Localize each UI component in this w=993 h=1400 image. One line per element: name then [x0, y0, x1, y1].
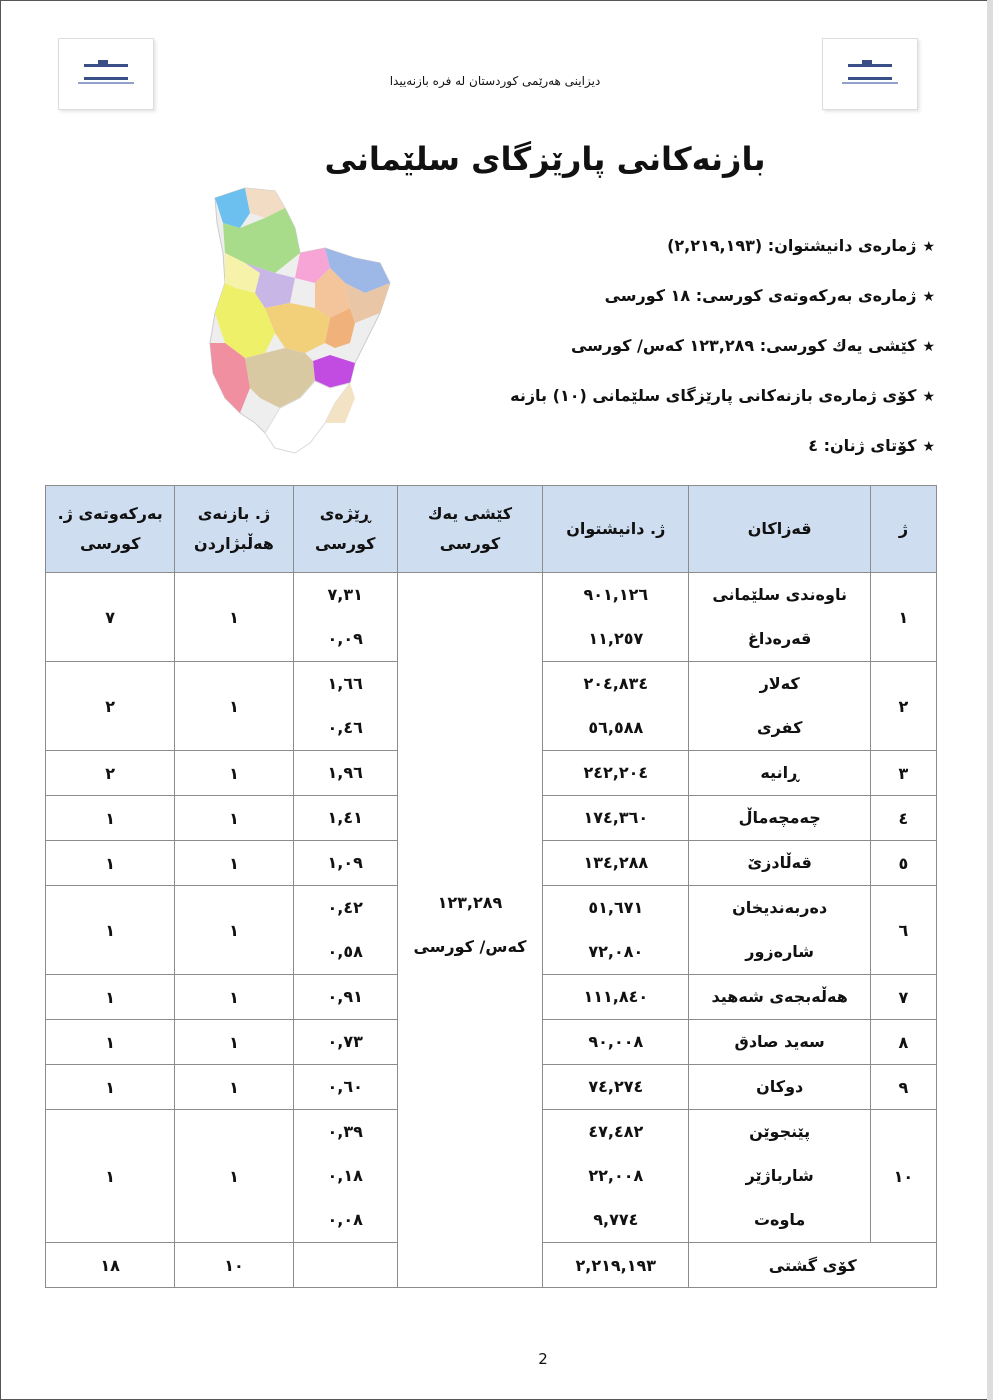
cell-num: ٨: [870, 1020, 936, 1065]
facts-list: [435, 228, 935, 478]
cell-seat-weight: [397, 573, 542, 1288]
district-name: سەید صادق: [734, 1032, 825, 1051]
cell-rate: [293, 1020, 397, 1065]
cell-population: [543, 975, 689, 1020]
district-name: قەڵادزێ: [747, 853, 812, 872]
cell-seats: ١: [46, 1020, 175, 1065]
district-name: قەرەداغ: [747, 629, 812, 648]
cell-district: [689, 662, 870, 751]
cell-seats: ١: [46, 975, 175, 1020]
seat-weight-value: ١٢٣,٢٨٩: [437, 893, 503, 912]
star-icon: ★: [922, 439, 935, 455]
total-label: کۆی گشتی: [689, 1243, 937, 1288]
population-value: ٢٠٤,٨٣٤: [583, 674, 649, 693]
cell-num: ٥: [870, 841, 936, 886]
population-value: ١١,٢٥٧: [588, 629, 644, 648]
cell-district: [689, 796, 870, 841]
cell-rate: [293, 1065, 397, 1110]
cell-constituencies: ١: [175, 975, 293, 1020]
rate-value: ٧,٣١: [327, 585, 363, 604]
fact-seat-weight: ★کێشی یەك کورسی: ١٢٣,٢٨٩ کەس/ کورسی: [570, 336, 935, 355]
cell-rate: [293, 573, 397, 662]
header-text: دیزاینی هەرێمی کوردستان لە فرە بازنەییدا: [389, 74, 601, 88]
cell-rate: [293, 751, 397, 796]
logo-right: [822, 38, 918, 110]
cell-seats: ١: [46, 1065, 175, 1110]
cell-num: ٤: [870, 796, 936, 841]
cell-num: ٢: [870, 662, 936, 751]
cell-num: ٩: [870, 1065, 936, 1110]
total-seats: ١٨: [46, 1243, 175, 1288]
page-edge-strip: [987, 0, 993, 1400]
cell-constituencies: ١: [175, 1110, 293, 1243]
cell-seats: ٢: [46, 751, 175, 796]
cell-seats: ١: [46, 886, 175, 975]
cell-constituencies: ١: [175, 841, 293, 886]
table-row: [46, 573, 937, 662]
constituency-table: [45, 485, 937, 1288]
cell-district: [689, 1065, 870, 1110]
page-title: بازنەکانی پارێزگای سلێمانی: [324, 140, 766, 178]
cell-district: [689, 975, 870, 1020]
cell-seats: ١: [46, 796, 175, 841]
district-name: هەڵەبجەی شەهید: [711, 987, 848, 1006]
district-name: دەربەندیخان: [732, 898, 828, 917]
logo-left: [58, 38, 154, 110]
population-value: ٢٢,٠٠٨: [588, 1166, 644, 1185]
cell-seats: ١: [46, 1110, 175, 1243]
rate-value: ٠,٩١: [327, 987, 363, 1006]
cell-district: [689, 1020, 870, 1065]
star-icon: ★: [922, 289, 935, 305]
cell-constituencies: ١: [175, 662, 293, 751]
cell-num: ١٠: [870, 1110, 936, 1243]
rate-value: ٠,٤٢: [327, 898, 363, 917]
rate-value: ٠,٥٨: [327, 942, 363, 961]
rate-value: ١,٠٩: [327, 853, 363, 872]
rate-value: ٠,٠٩: [327, 629, 363, 648]
cell-num: ٣: [870, 751, 936, 796]
population-value: ٢٤٢,٢٠٤: [583, 763, 649, 782]
fact-seats: ★ژمارەی بەرکەوتەی کورسی: ١٨ کورسی: [604, 286, 935, 305]
total-population: ٢,٢١٩,١٩٣: [543, 1243, 689, 1288]
total-constituencies: ١٠: [175, 1243, 293, 1288]
cell-constituencies: ١: [175, 751, 293, 796]
cell-num: ٦: [870, 886, 936, 975]
population-value: ٧٢,٠٨٠: [588, 942, 644, 961]
cell-population: [543, 662, 689, 751]
fact-population: ★ژمارەی دانیشتوان: (٢,٢١٩,١٩٣): [667, 236, 935, 255]
cell-population: [543, 573, 689, 662]
cell-num: ٧: [870, 975, 936, 1020]
cell-rate: [293, 1110, 397, 1243]
rate-value: ١,٤١: [327, 808, 363, 827]
cell-population: [543, 1065, 689, 1110]
rate-value: ٠,١٨: [327, 1166, 363, 1185]
district-name: دوکان: [756, 1077, 804, 1096]
cell-population: [543, 886, 689, 975]
star-icon: ★: [922, 389, 935, 405]
cell-district: [689, 573, 870, 662]
header-num: ژ: [870, 486, 936, 573]
rate-value: ٠,٤٦: [327, 718, 363, 737]
population-value: ٧٤,٢٧٤: [588, 1077, 644, 1096]
rate-value: ٠,٦٠: [327, 1077, 363, 1096]
cell-seats: ٧: [46, 573, 175, 662]
cell-population: [543, 841, 689, 886]
district-name: شارەزور: [745, 942, 815, 961]
population-value: ٥٦,٥٨٨: [588, 718, 644, 737]
cell-constituencies: ١: [175, 1020, 293, 1065]
district-name: ناوەندی سلێمانی: [712, 585, 847, 604]
cell-district: [689, 886, 870, 975]
cell-seats: ٢: [46, 662, 175, 751]
header-population: ژ. دانیشتوان: [543, 486, 689, 573]
district-name: چەمچەماڵ: [738, 808, 821, 827]
population-value: ١٣٤,٢٨٨: [583, 853, 649, 872]
cell-rate: [293, 841, 397, 886]
page-number: 2: [538, 1350, 548, 1368]
seat-weight-unit: کەس/ کورسی: [413, 937, 527, 956]
district-map-image: [205, 183, 405, 458]
rate-value: ١,٦٦: [327, 674, 363, 693]
cell-population: [543, 796, 689, 841]
population-value: ٤٧,٤٨٢: [588, 1122, 644, 1141]
cell-rate: [293, 975, 397, 1020]
population-value: ١٧٤,٣٦٠: [583, 808, 649, 827]
district-name: پێنجوێن: [749, 1122, 811, 1141]
cell-population: [543, 1020, 689, 1065]
cell-rate: [293, 886, 397, 975]
fact-constituencies: ★کۆی ژمارەی بازنەکانی پارێزگای سلێمانی (١٠) بازنە: [510, 386, 935, 405]
header-seat-weight: کێشی یەك کورسی: [397, 486, 542, 573]
cell-rate: [293, 796, 397, 841]
district-name: ڕانیە: [760, 763, 799, 782]
rate-value: ٠,٣٩: [327, 1122, 363, 1141]
district-name: شارباژێر: [745, 1166, 814, 1185]
table-header-row: [46, 486, 937, 573]
population-value: ٩٠,٠٠٨: [588, 1032, 644, 1051]
header-seats: بەرکەوتەی ژ. کورسی: [46, 486, 175, 573]
cell-constituencies: ١: [175, 886, 293, 975]
header-district: قەزاکان: [689, 486, 870, 573]
rate-value: ١,٩٦: [327, 763, 363, 782]
population-value: ١١١,٨٤٠: [583, 987, 649, 1006]
district-name: کەلار: [759, 674, 800, 693]
fact-women-quota: ★کۆتای ژنان: ٤: [808, 436, 935, 455]
total-rate: [293, 1243, 397, 1288]
cell-district: [689, 841, 870, 886]
cell-district: [689, 1110, 870, 1243]
population-value: ٥١,٦٧١: [588, 898, 644, 917]
cell-constituencies: ١: [175, 796, 293, 841]
district-name: ماوەت: [753, 1210, 806, 1229]
cell-num: ١: [870, 573, 936, 662]
star-icon: ★: [922, 239, 935, 255]
cell-population: [543, 751, 689, 796]
star-icon: ★: [922, 339, 935, 355]
cell-constituencies: ١: [175, 573, 293, 662]
rate-value: ٠,٧٣: [327, 1032, 363, 1051]
population-value: ٩٠١,١٢٦: [583, 585, 649, 604]
rate-value: ٠,٠٨: [327, 1210, 363, 1229]
cell-seats: ١: [46, 841, 175, 886]
header-constituencies: ژ. بازنەی هەڵبژاردن: [175, 486, 293, 573]
cell-population: [543, 1110, 689, 1243]
header-rate: ڕێژەی کورسی: [293, 486, 397, 573]
district-name: کفری: [756, 718, 803, 737]
cell-constituencies: ١: [175, 1065, 293, 1110]
population-value: ٩,٧٧٤: [593, 1210, 639, 1229]
cell-district: [689, 751, 870, 796]
cell-rate: [293, 662, 397, 751]
